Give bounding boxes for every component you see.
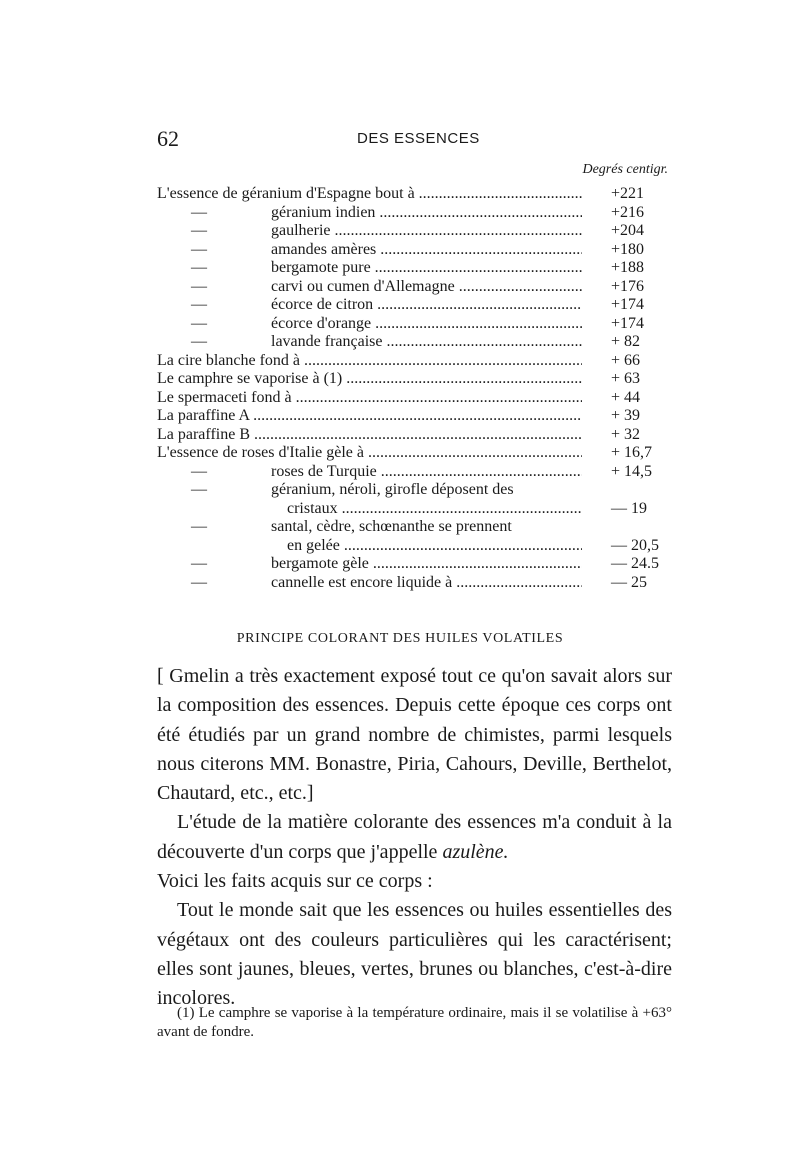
row-label: santal, cèdre, schœnanthe se prennent — [271, 518, 512, 535]
row-value: + 14,5 — [611, 462, 653, 480]
paragraph-2-emphasis: azulène. — [442, 840, 509, 863]
ditto-mark: — — [191, 555, 207, 572]
table-row — [157, 537, 667, 556]
footnote-text: (1) Le camphre se vaporise à la température ordinaire, mais il se volatilise à +63° avant de fondre. — [157, 1005, 672, 1040]
row-value: +174 — [611, 296, 645, 313]
table-row — [157, 241, 667, 260]
paragraph-4: Tout le monde sait que les essences ou huiles essentielles des végétaux ont des couleurs particulières qui les caractérisent; elles sont jaunes, bleues, vertes, brunes ou blanches, c'est-à-dire incolores. — [157, 899, 672, 1010]
row-value: + 16,7 — [611, 444, 653, 461]
page-header — [157, 126, 667, 154]
row-value: + 44 — [611, 388, 641, 406]
ditto-mark: — — [191, 259, 207, 276]
ditto-mark: — — [191, 314, 207, 332]
row-label: L'essence de géranium d'Espagne bout à ..... — [157, 185, 582, 204]
row-value: — 25 — [611, 573, 647, 591]
row-label: roses de Turquie ..... — [271, 463, 582, 482]
paragraph-2-text: L'étude de la matière colorante des essences m'a conduit à la découverte d'un corps que j'appelle — [157, 811, 672, 863]
table-row — [157, 389, 667, 408]
table-row — [157, 518, 667, 537]
ditto-mark: — — [191, 333, 207, 350]
footnote — [157, 1004, 672, 1042]
row-value: +180 — [611, 240, 645, 258]
ditto-mark: — — [191, 573, 207, 591]
row-value: +176 — [611, 277, 645, 295]
row-value: +221 — [611, 185, 645, 202]
row-label: amandes amères ..... — [271, 241, 582, 260]
table-row — [157, 407, 667, 426]
ditto-mark: — — [191, 296, 207, 313]
row-label: en gelée ..... — [287, 537, 582, 556]
table-row — [157, 296, 667, 315]
row-value: +188 — [611, 259, 645, 276]
row-value: + 82 — [611, 333, 641, 350]
row-label: écorce d'orange ..... — [271, 315, 582, 334]
running-title: DES ESSENCES — [357, 130, 480, 147]
table-row — [157, 426, 667, 445]
ditto-mark: — — [191, 481, 207, 498]
paragraph-1: [ Gmelin a très exactement exposé tout ce qu'on savait alors sur la composition des essences. Depuis cette époque ces corps ont été étudiés par un grand nombre de chimistes, parmi lesquels nous citerons MM. Bonastre, Piria, Cahours, Deville, Berthelot, Chautard, etc., etc.] — [157, 665, 672, 805]
row-label: lavande française ..... — [271, 333, 582, 352]
table-row — [157, 185, 667, 204]
table-row — [157, 574, 667, 593]
row-label: cannelle est encore liquide à ..... — [271, 574, 582, 593]
ditto-mark: — — [191, 222, 207, 239]
row-label: L'essence de roses d'Italie gèle à ..... — [157, 444, 582, 463]
table-row — [157, 222, 667, 241]
ditto-mark: — — [191, 462, 207, 480]
table-row — [157, 204, 667, 223]
row-value: + 63 — [611, 370, 641, 387]
row-label: bergamote pure ..... — [271, 259, 582, 278]
page-number: 62 — [157, 126, 179, 151]
table-row — [157, 463, 667, 482]
column-header: Degrés centigr. — [582, 162, 668, 177]
row-label: Le camphre se vaporise à (1) ..... — [157, 370, 582, 389]
table-row — [157, 481, 667, 500]
row-label: Le spermaceti fond à ..... — [157, 389, 582, 408]
row-value: — 19 — [611, 499, 647, 517]
row-label: carvi ou cumen d'Allemagne ..... — [271, 278, 582, 297]
row-value: +174 — [611, 314, 645, 332]
table-row — [157, 370, 667, 389]
row-label: écorce de citron ..... — [271, 296, 582, 315]
row-label: cristaux ..... — [287, 500, 582, 519]
body-text — [157, 662, 672, 1014]
row-value: +204 — [611, 222, 645, 239]
row-value: + 66 — [611, 351, 641, 369]
row-value: — 24.5 — [611, 555, 659, 572]
table-row — [157, 500, 667, 519]
table-row — [157, 352, 667, 371]
table-row — [157, 259, 667, 278]
row-value: — 20,5 — [611, 536, 659, 554]
paragraph-2 — [157, 808, 672, 867]
row-label: La cire blanche fond à ..... — [157, 352, 582, 371]
ditto-mark: — — [191, 240, 207, 258]
table-row — [157, 555, 667, 574]
row-label: La paraffine A ..... — [157, 407, 582, 426]
paragraph-3: Voici les faits acquis sur ce corps : — [157, 870, 433, 893]
section-title: PRINCIPE COLORANT DES HUILES VOLATILES — [236, 631, 564, 646]
row-label: géranium indien ..... — [271, 204, 582, 223]
table-row — [157, 444, 667, 463]
ditto-mark: — — [191, 518, 207, 535]
table-row — [157, 333, 667, 352]
row-label: bergamote gèle ..... — [271, 555, 582, 574]
row-value: +216 — [611, 203, 645, 221]
row-label: La paraffine B ..... — [157, 426, 582, 445]
row-label: géranium, néroli, girofle déposent des — [271, 481, 514, 498]
row-value: + 39 — [611, 407, 641, 424]
row-value: + 32 — [611, 425, 641, 443]
row-label: gaulherie ..... — [271, 222, 582, 241]
temperature-table — [157, 185, 667, 592]
ditto-mark: — — [191, 203, 207, 221]
table-row — [157, 315, 667, 334]
ditto-mark: — — [191, 277, 207, 295]
table-row — [157, 278, 667, 297]
